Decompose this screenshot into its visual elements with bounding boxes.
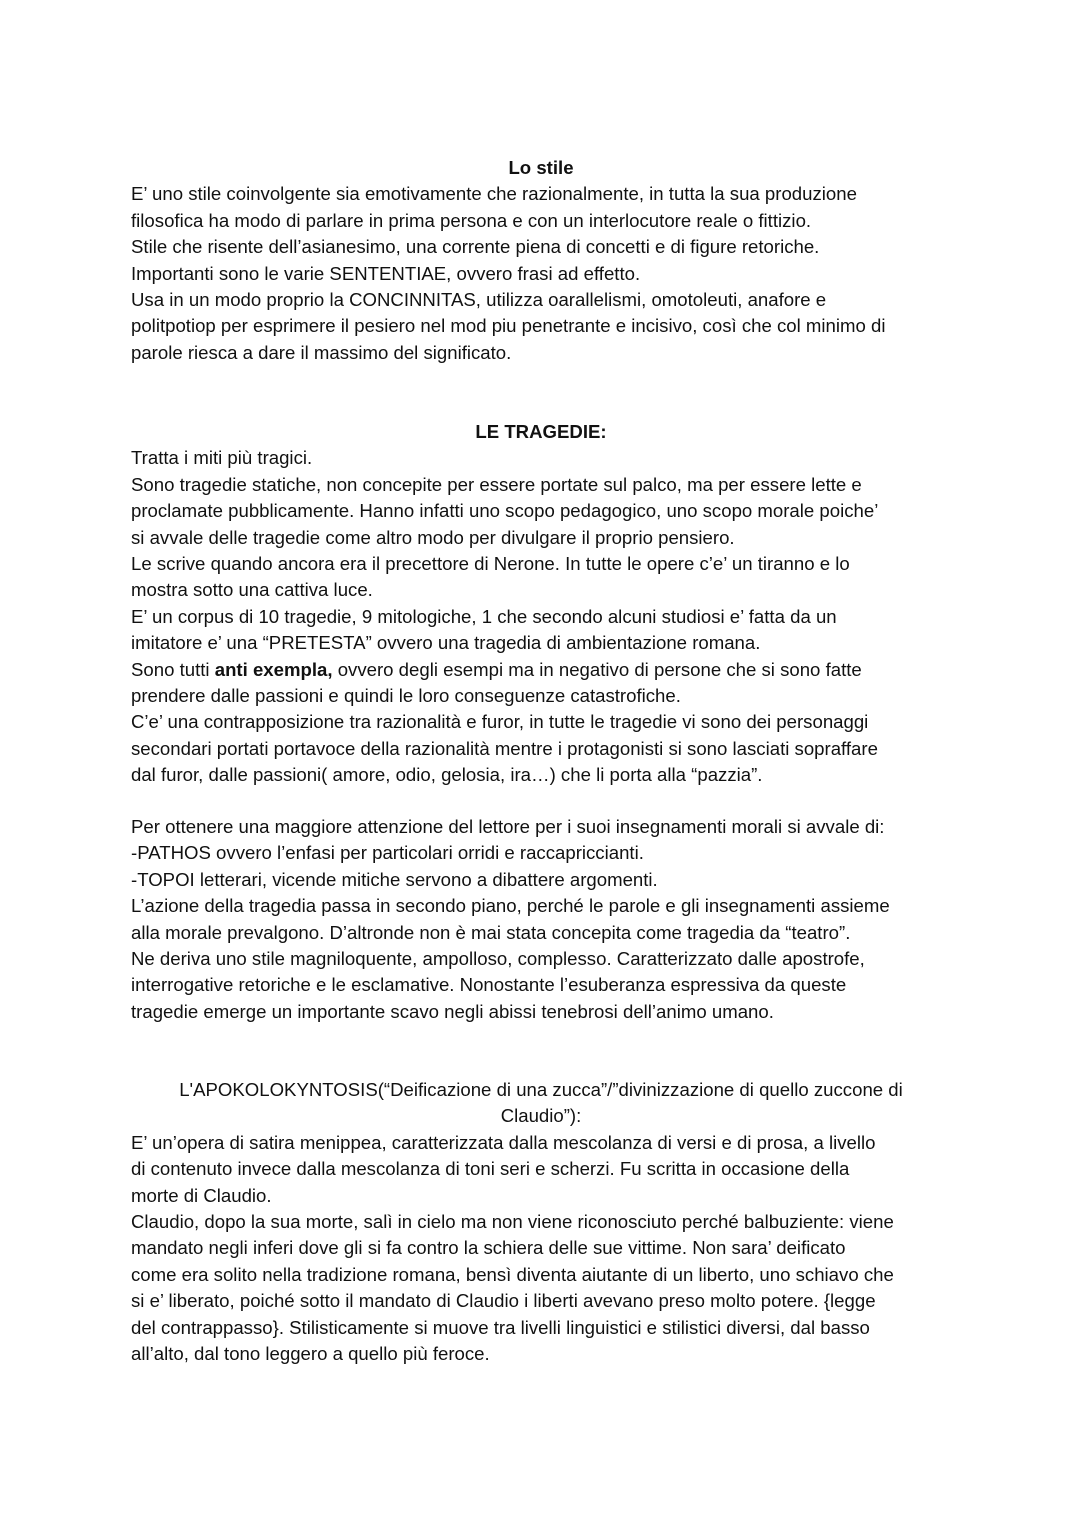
text-line: di contenuto invece dalla mescolanza di toni seri e scherzi. Fu scritta in occasione della (131, 1158, 850, 1180)
text-line: tragedie emerge un importante scavo negli abissi tenebrosi dell’animo umano. (131, 1000, 774, 1022)
text-line: secondari portati portavoce della razionalità mentre i protagonisti si sono lasciati sopraffare (131, 737, 878, 759)
section-stile (131, 155, 951, 366)
text-line: morte di Claudio. (131, 1184, 272, 1206)
section-title: Lo stile (508, 157, 574, 178)
text-line: Ne deriva uno stile magniloquente, ampolloso, complesso. Caratterizzato dalle apostrofe, (131, 948, 865, 970)
section-apokolokyntosis (131, 1077, 951, 1367)
text-line: -PATHOS ovvero l’enfasi per particolari orridi e raccapriccianti. (131, 842, 644, 864)
text-line: Importanti sono le varie SENTENTIAE, ovvero frasi ad effetto. (131, 262, 641, 284)
text-line: Sono tragedie statiche, non concepite per essere portate sul palco, ma per essere lette e (131, 473, 862, 495)
text-line: del contrappasso}. Stilisticamente si muove tra livelli linguistici e stilistici diversi, dal basso (131, 1316, 870, 1338)
text-line: alla morale prevalgono. D’altronde non è mai stata concepita come tragedia da “teatro”. (131, 921, 851, 943)
paragraph (131, 181, 951, 366)
text-line: all’alto, dal tono leggero a quello più feroce. (131, 1343, 490, 1365)
text-line: mandato negli inferi dove gli si fa contro la schiera delle sue vittime. Non sara’ deificato (131, 1237, 846, 1259)
text-line: Per ottenere una maggiore attenzione del lettore per i suoi insegnamenti morali si avvale di: (131, 816, 885, 837)
text: ovvero degli esempi ma in negativo di persone che si sono fatte (332, 658, 862, 680)
text-line: filosofica ha modo di parlare in prima persona e con un interlocutore reale o fittizio. (131, 209, 812, 231)
text-line: parole riesca a dare il massimo del significato. (131, 341, 512, 363)
section-tragedie (131, 419, 951, 789)
text-line: E’ un’opera di satira menippea, caratterizzata dalla mescolanza di versi e di prosa, a livello (131, 1131, 876, 1153)
text-line: Usa in un modo proprio la CONCINNITAS, utilizza oarallelismi, omotoleuti, anafore e (131, 289, 827, 311)
text-line: E’ un corpus di 10 tragedie, 9 mitologiche, 1 che secondo alcuni studiosi e’ fatta da un (131, 605, 837, 627)
text-line: dal furor, dalle passioni( amore, odio, gelosia, ira…) che li porta alla “pazzia”. (131, 764, 763, 786)
text-line: -TOPOI letterari, vicende mitiche servono a dibattere argomenti. (131, 868, 658, 890)
text-line: imitatore e’ una “PRETESTA” ovvero una tragedia di ambientazione romana. (131, 632, 761, 654)
section-title: L'APOKOLOKYNTOSIS(“Deificazione di una zucca”/”divinizzazione di quello zuccone di (179, 1079, 903, 1100)
text-line: E’ uno stile coinvolgente sia emotivamente che razionalmente, in tutta la sua produzione (131, 183, 857, 205)
paragraph (131, 683, 951, 789)
text-line: come era solito nella tradizione romana, bensì diventa aiutante di un liberto, uno schiavo che (131, 1263, 894, 1285)
text-line (131, 657, 951, 683)
text-line: Stile che risente dell’asianesimo, una corrente piena di concetti e di figure retoriche. (131, 236, 820, 258)
paragraph (131, 445, 951, 656)
text-line: proclamate pubblicamente. Hanno infatti uno scopo pedagogico, uno scopo morale poiche’ (131, 500, 879, 522)
section-title-cont: Claudio”): (500, 1105, 582, 1127)
bold-term: anti exempla, (214, 658, 333, 680)
text-line: si avvale delle tragedie come altro modo per divulgare il proprio pensiero. (131, 526, 735, 548)
text-line: Claudio, dopo la sua morte, salì in cielo ma non viene riconosciuto perché balbuziente: viene (131, 1211, 894, 1233)
paragraph (131, 1130, 951, 1368)
text-line: si e’ liberato, poiché sotto il mandato di Claudio i liberti avevano preso molto potere. {legge (131, 1290, 876, 1312)
text-line: politpotiop per esprimere il pesiero nel mod piu penetrante e incisivo, così che col minimo di (131, 315, 886, 337)
section-tragedie-stile (131, 814, 951, 1025)
text-line: mostra sotto una cattiva luce. (131, 579, 373, 601)
text-line: prendere dalle passioni e quindi le loro conseguenze catastrofiche. (131, 685, 681, 707)
text: Sono tutti (131, 658, 215, 680)
text-line: interrogative retoriche e le esclamative. Nonostante l’esuberanza espressiva da queste (131, 974, 847, 996)
text-line: C’e’ una contrapposizione tra razionalità e furor, in tutte le tragedie vi sono dei personaggi (131, 711, 869, 733)
text-line: L’azione della tragedia passa in secondo piano, perché le parole e gli insegnamenti assieme (131, 895, 890, 917)
paragraph (131, 814, 951, 1025)
text-line: Tratta i miti più tragici. (131, 447, 313, 469)
text-line: Le scrive quando ancora era il precettore di Nerone. In tutte le opere c’e’ un tiranno e lo (131, 553, 850, 575)
section-title: LE TRAGEDIE: (475, 421, 607, 442)
